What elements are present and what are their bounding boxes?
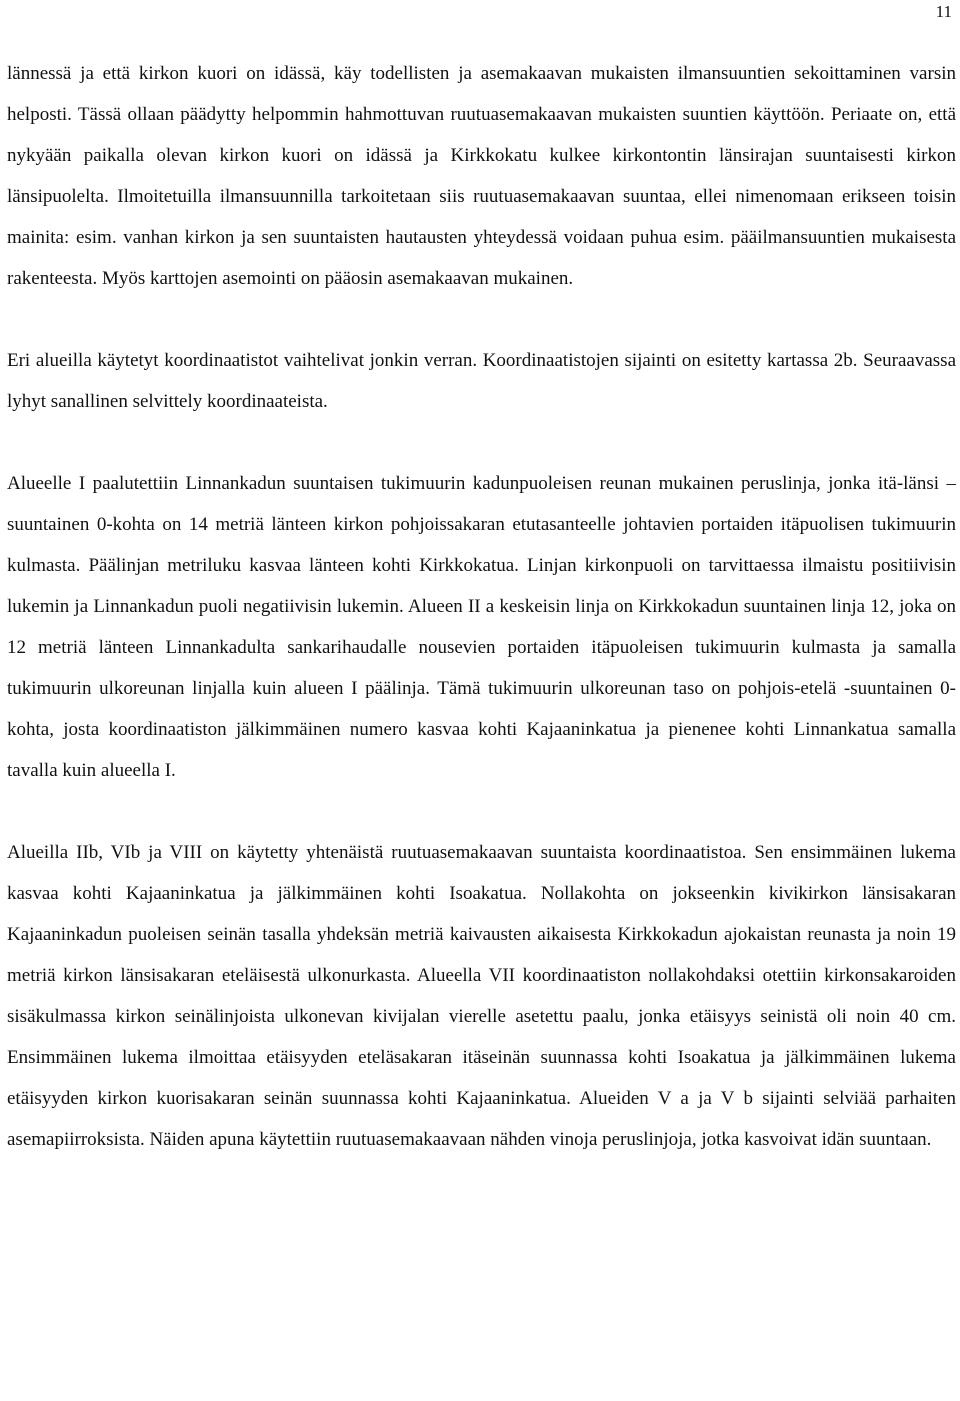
document-body (7, 53, 956, 1160)
paragraph-coordinate-systems: Eri alueilla käytetyt koordinaatistot vaihtelivat jonkin verran. Koordinaatistojen sijainti on esitetty kartassa 2b. Seuraavassa lyhyt sanallinen selvittely koordinaateista. (7, 350, 956, 412)
paragraph-area-i-ii: Alueelle I paalutettiin Linnankadun suuntaisen tukimuurin kadunpuoleisen reunan mukainen peruslinja, jonka itä-länsi –suuntainen 0-kohta on 14 metriä länteen kirkon pohjoissakaran etutasanteelle johtavien portaiden itäpuolisen tukimuurin kulmasta. Päälinjan metriluku kasvaa länteen kohti Kirkkokatua. Linjan kirkonpuoli on tarvittaessa ilmaistu positiivisin lukemin ja Linnankadun puoli negatiivisin lukemin. Alueen II a keskeisin linja on Kirkkokadun suuntainen linja 12, joka on 12 metriä länteen Linnankadulta sankarihaudalle nousevien portaiden itäpuoleisen tukimuurin kulmasta ja samalla tukimuurin ulkoreunan linjalla kuin alueen I päälinja. Tämä tukimuurin ulkoreunan taso on pohjois-etelä -suuntainen 0-kohta, josta koordinaatiston jälkimmäinen numero kasvaa kohti Kajaaninkatua ja pienenee kohti Linnankatua samalla tavalla kuin alueella I. (7, 473, 956, 781)
page-number: 11 (935, 2, 952, 21)
paragraph-spacer (7, 299, 956, 340)
paragraph-spacer (7, 791, 956, 832)
paragraph-spacer (7, 422, 956, 463)
paragraph-areas-iib-vib-viii: Alueilla IIb, VIb ja VIII on käytetty yhtenäistä ruutuasemakaavan suuntaista koordinaatistoa. Sen ensimmäinen lukema kasvaa kohti Kajaaninkatua ja jälkimmäinen kohti Isoakatua. Nollakohta on jokseenkin kivikirkon länsisakaran Kajaaninkadun puoleisen seinän tasalla yhdeksän metriä kaivausten aikaisesta Kirkkokadun ajokaistan reunasta ja noin 19 metriä kirkon länsisakaran eteläisestä ulkonurkasta. Alueella VII koordinaatiston nollakohdaksi otettiin kirkonsakaroiden sisäkulmassa kirkon seinälinjoista ulkonevan kivijalan vierelle asetettu paalu, jonka etäisyys seinistä oli noin 40 cm. Ensimmäinen lukema ilmoittaa etäisyyden eteläsakaran itäseinän suunnassa kohti Isoakatua ja jälkimmäinen lukema etäisyyden kirkon kuorisakaran seinän suunnassa kohti Kajaaninkatua. Alueiden V a ja V b sijainti selviää parhaiten asemapiirroksista. Näiden apuna käytettiin ruutuasemakaavaan nähden vinoja peruslinjoja, jotka kasvoivat idän suuntaan. (7, 842, 956, 1150)
paragraph-orientation: lännessä ja että kirkon kuori on idässä, käy todellisten ja asemakaavan mukaisten ilmansuuntien sekoittaminen varsin helposti. Tässä ollaan päädytty helpommin hahmottuvan ruutuasemakaavan mukaisten suuntien käyttöön. Periaate on, että nykyään paikalla olevan kirkon kuori on idässä ja Kirkkokatu kulkee kirkontontin länsirajan suuntaisesti kirkon länsipuolelta. Ilmoitetuilla ilmansuunnilla tarkoitetaan siis ruutuasemakaavan suuntaa, ellei nimenomaan erikseen toisin mainita: esim. vanhan kirkon ja sen suuntaisten hautausten yhteydessä voidaan puhua esim. pääilmansuuntien mukaisesta rakenteesta. Myös karttojen asemointi on pääosin asemakaavan mukainen. (7, 63, 956, 289)
